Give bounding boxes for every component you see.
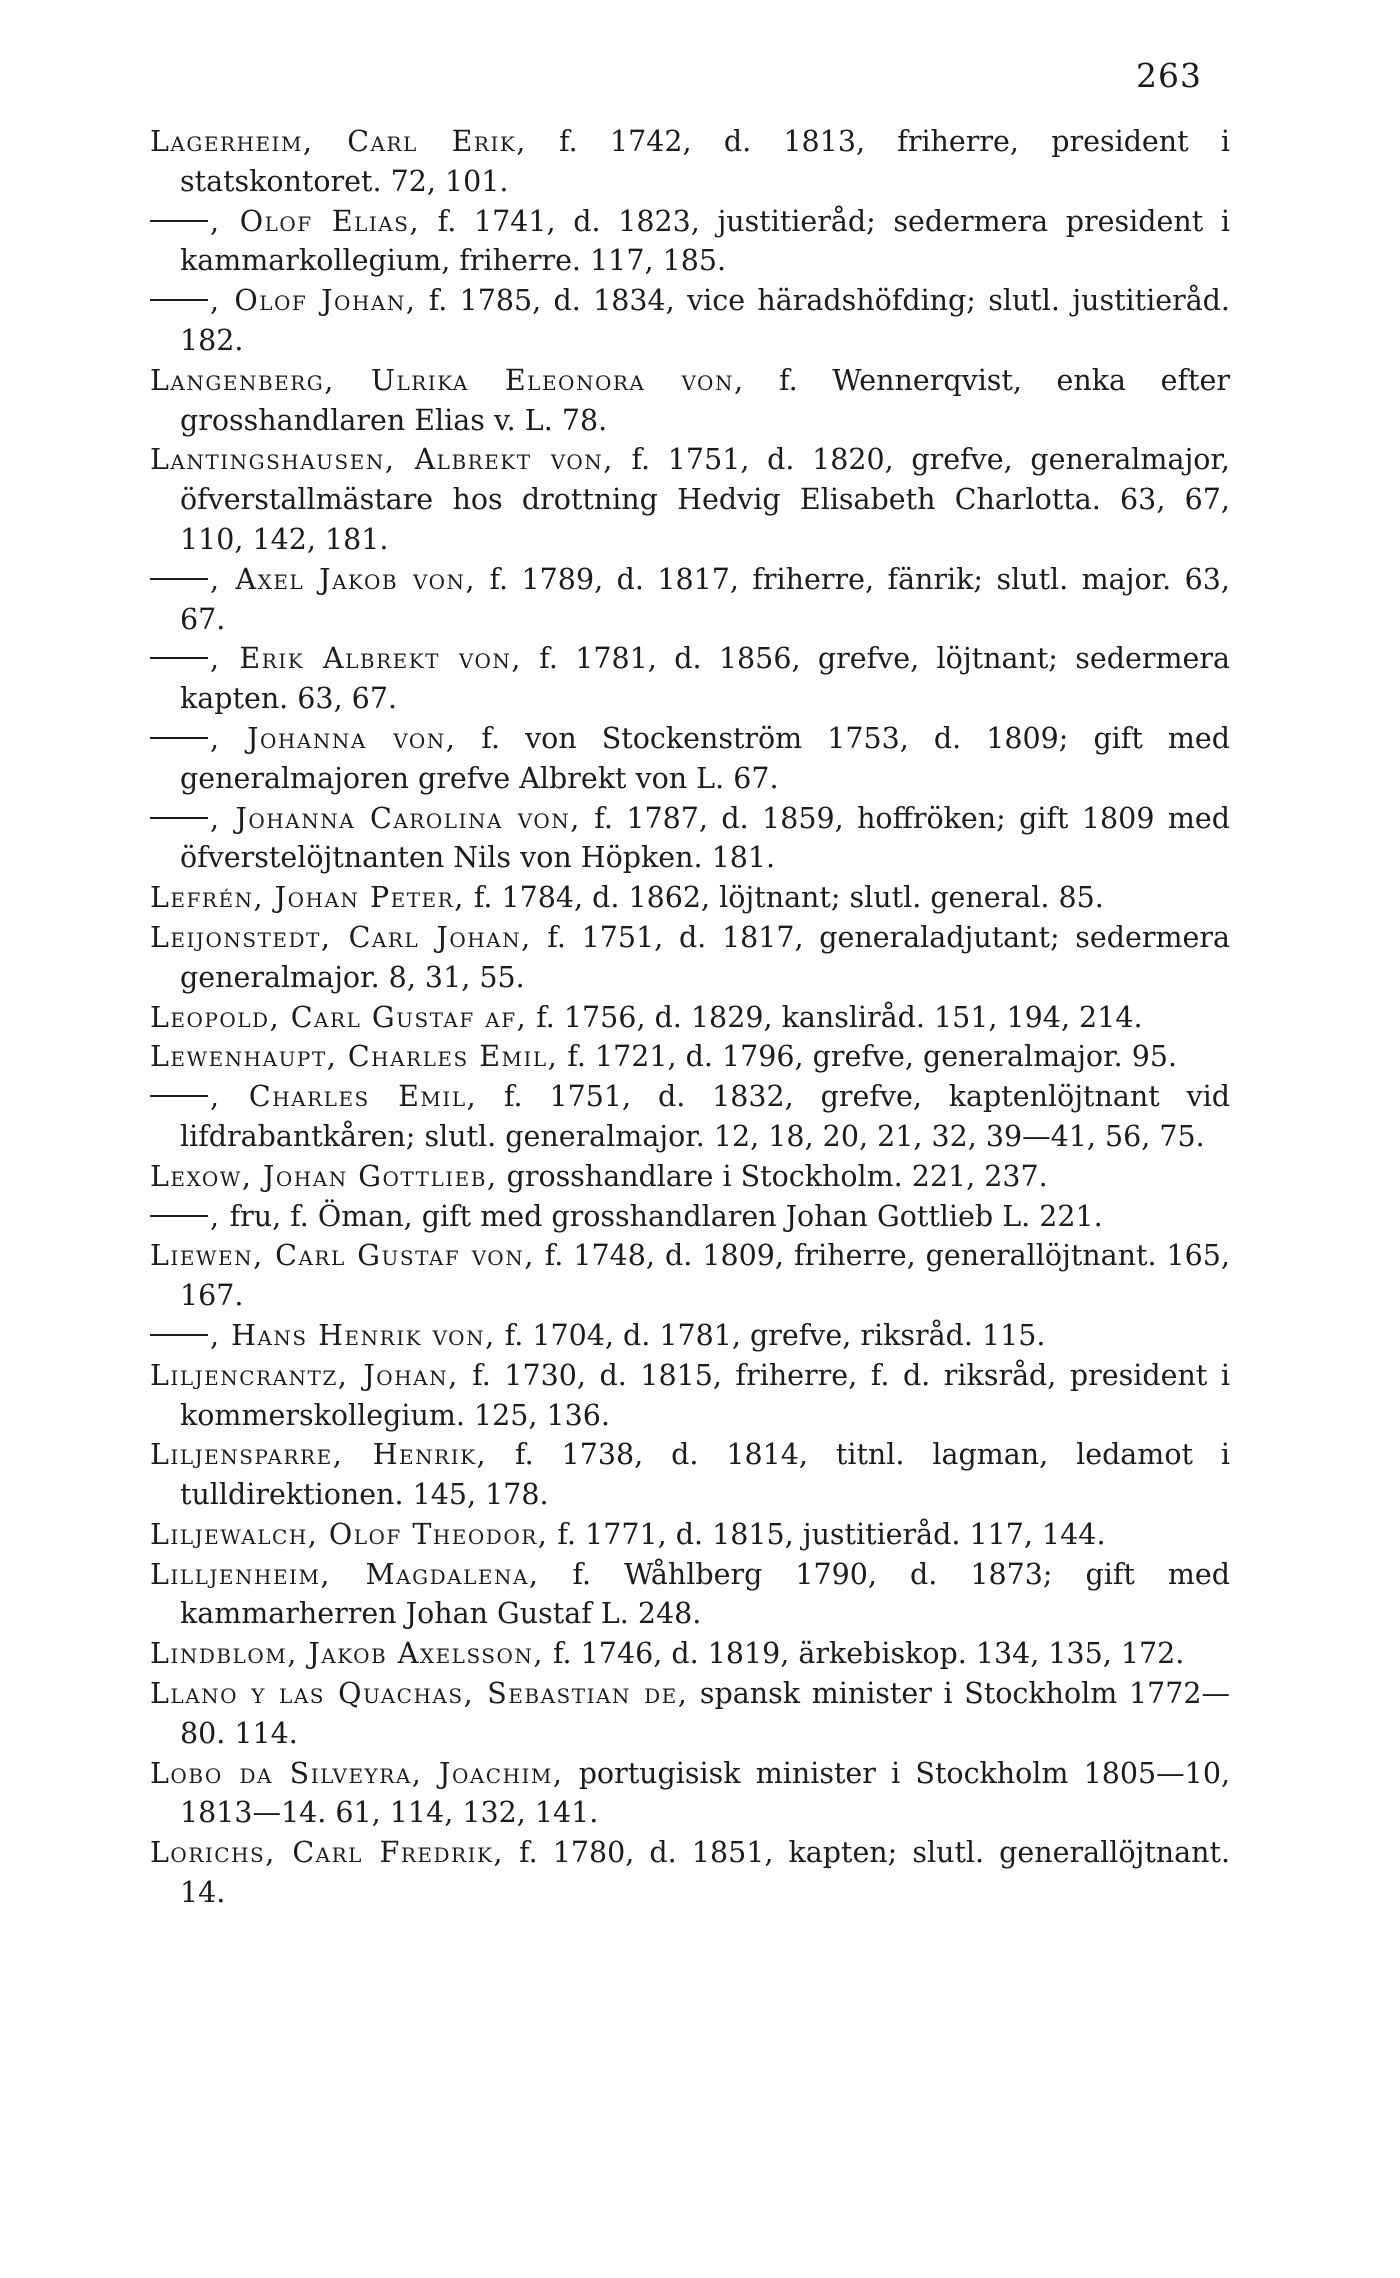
index-entry [150, 998, 1230, 1038]
entry-text: f. 1730, d. 1815, friherre, f. d. riksråd, president i kommerskollegium. 125, 136. [180, 1358, 1230, 1432]
ditto-dash [150, 657, 208, 659]
entry-text: f. 1771, d. 1815, justitieråd. 117, 144. [548, 1517, 1106, 1551]
ditto-dash [150, 299, 208, 301]
entry-name: , Olof Johan, [210, 284, 417, 318]
entry-name: , [210, 1199, 221, 1233]
index-entry [150, 878, 1230, 918]
entry-name: , Erik Albrekt von, [210, 642, 522, 676]
entry-name: Lindblom, Jakob Axelsson, [150, 1637, 544, 1671]
entry-name: Lorichs, Carl Fredrik, [150, 1836, 504, 1870]
entry-text: f. 1785, d. 1834, vice häradshöfding; slutl. justitieråd. 182. [180, 284, 1230, 357]
entry-name: Leopold, Carl Gustaf af, [150, 1000, 528, 1034]
entry-text: f. 1748, d. 1809, friherre, generallöjtnant. 165, 167. [180, 1239, 1230, 1313]
entry-text: f. 1751, d. 1832, grefve, kaptenlöjtnant vid lifdrabantkåren; slutl. generalmajor. 12, 18, 20, 21, 32, 39—41, 56, 75. [180, 1080, 1230, 1153]
entry-text: f. 1751, d. 1817, generaladjutant; sedermera generalmajor. 8, 31, 55. [180, 920, 1230, 994]
entry-text: f. 1789, d. 1817, friherre, fänrik; slutl. major. 63, 67. [180, 562, 1230, 636]
index-entry [150, 1634, 1230, 1674]
page-number: 263 [1136, 56, 1202, 95]
entry-name: Liljewalch, Olof Theodor, [150, 1517, 549, 1551]
entry-text: f. 1721, d. 1796, grefve, generalmajor. 95. [558, 1040, 1178, 1074]
entry-name: Lewenhaupt, Charles Emil, [150, 1040, 559, 1074]
index-entry [150, 440, 1230, 559]
entry-text: f. 1741, d. 1823, justitieråd; sedermera president i kammarkollegium, friherre. 117, 185. [180, 204, 1230, 278]
ditto-dash [150, 578, 208, 580]
entry-name: , Olof Elias, [210, 204, 421, 238]
ditto-dash [150, 1215, 208, 1217]
entry-name: , Axel Jakob von, [210, 562, 477, 596]
entry-text: f. 1784, d. 1862, löjtnant; slutl. general. 85. [464, 881, 1104, 915]
entry-text: f. 1704, d. 1781, grefve, riksråd. 115. [495, 1318, 1046, 1352]
entry-text: spansk minister i Stockholm 1772—80. 114. [180, 1677, 1230, 1750]
index-entry [150, 1435, 1230, 1515]
ditto-dash [150, 737, 208, 739]
index-entries [150, 122, 1230, 1913]
index-entry [150, 1157, 1230, 1197]
index-entry [150, 1833, 1230, 1913]
entry-name: Lexow, Johan Gottlieb, [150, 1159, 498, 1193]
index-entry [150, 1515, 1230, 1555]
entry-name: Lagerheim, Carl Erik, [150, 125, 527, 158]
index-entry [150, 202, 1230, 282]
index-entry [150, 1037, 1230, 1077]
index-entry [150, 122, 1230, 202]
index-entry [150, 361, 1230, 441]
entry-name: Lilljenheim, Magdalena, [150, 1557, 540, 1591]
index-entry [150, 560, 1230, 640]
entry-name: Lefrén, Johan Peter, [150, 881, 465, 915]
entry-name: Liljensparre, Henrik, [150, 1438, 488, 1472]
ditto-dash [150, 220, 208, 222]
index-entry [150, 639, 1230, 719]
entry-name: Leijonstedt, Carl Johan, [150, 920, 532, 954]
index-entry [150, 1674, 1230, 1754]
entry-name: Liljencrantz, Johan, [150, 1358, 459, 1392]
entry-text: f. Wennerqvist, enka efter grosshandlaren Elias v. L. 78. [180, 363, 1230, 437]
entry-name: , Johanna Carolina von, [210, 801, 581, 835]
entry-text: f. 1781, d. 1856, grefve, löjtnant; sedermera kapten. 63, 67. [180, 642, 1230, 716]
ditto-dash [150, 817, 208, 819]
entry-name: Llano y las Quachas, Sebastian de, [150, 1677, 689, 1711]
entry-text: f. 1738, d. 1814, titnl. lagman, ledamot i tulldirektionen. 145, 178. [180, 1438, 1230, 1512]
entry-text: f. 1742, d. 1813, friherre, president i statskontoret. 72, 101. [180, 125, 1230, 198]
entry-text: fru, f. Öman, gift med grosshandlaren Johan Gottlieb L. 221. [220, 1199, 1103, 1233]
entry-name: Lobo da Silveyra, Joachim, [150, 1756, 564, 1790]
index-entry [150, 1197, 1230, 1237]
index-entry [150, 1754, 1230, 1834]
index-entry [150, 1077, 1230, 1157]
entry-text: f. von Stockenström 1753, d. 1809; gift med generalmajoren grefve Albrekt von L. 67. [180, 721, 1230, 795]
entry-text: portugisisk minister i Stockholm 1805—10, 1813—14. 61, 114, 132, 141. [180, 1756, 1231, 1830]
index-entry [150, 281, 1230, 361]
entry-name: , Hans Henrik von, [210, 1318, 496, 1352]
index-entry [150, 918, 1230, 998]
ditto-dash [150, 1095, 208, 1097]
entry-text: f. Wåhlberg 1790, d. 1873; gift med kammarherren Johan Gustaf L. 248. [180, 1557, 1230, 1631]
index-entry [150, 799, 1230, 879]
entry-text: f. 1780, d. 1851, kapten; slutl. generallöjtnant. 14. [180, 1836, 1230, 1910]
entry-text: f. 1746, d. 1819, ärkebiskop. 134, 135, 172. [543, 1637, 1185, 1671]
entry-name: Lantingshausen, Albrekt von, [150, 443, 614, 477]
entry-name: Liewen, Carl Gustaf von, [150, 1239, 535, 1273]
index-entry [150, 1356, 1230, 1436]
entry-text: f. 1751, d. 1820, grefve, generalmajor, öfverstallmästare hos drottning Hedvig Elisabeth Charlotta. 63, 67, 110, 142, 181. [180, 443, 1230, 556]
entry-text: f. 1787, d. 1859, hoffröken; gift 1809 med öfverstelöjtnanten Nils von Höpken. 181. [180, 801, 1231, 875]
index-entry [150, 1555, 1230, 1635]
entry-text: grosshandlare i Stockholm. 221, 237. [497, 1159, 1048, 1193]
index-entry [150, 719, 1230, 799]
index-entry [150, 1316, 1230, 1356]
entry-name: , Charles Emil, [210, 1080, 478, 1114]
ditto-dash [150, 1334, 208, 1336]
entry-text: f. 1756, d. 1829, kansliråd. 151, 194, 214. [527, 1000, 1143, 1034]
entry-name: , Johanna von, [210, 721, 457, 755]
entry-name: Langenberg, Ulrika Eleonora von, [150, 363, 745, 397]
index-entry [150, 1236, 1230, 1316]
